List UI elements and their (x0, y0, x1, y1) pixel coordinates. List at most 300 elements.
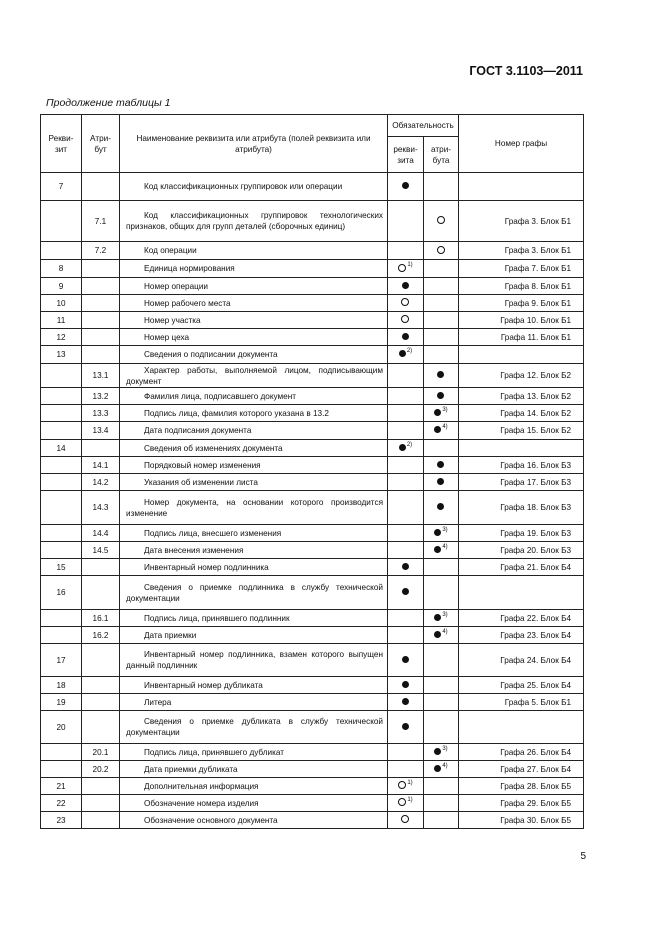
footnote-mark: 4) (442, 762, 448, 769)
mandatory-dot-icon (437, 371, 444, 378)
attribute-number (82, 312, 120, 329)
field-name-text: Номер операции (144, 281, 208, 291)
requisite-number-text: 15 (56, 562, 66, 572)
graph-number-text: Графа 29. Блок Б5 (500, 798, 572, 808)
requisite-number (41, 576, 82, 610)
field-name-text: Подпись лица, внесшего изменения (144, 528, 282, 538)
requisite-number (41, 201, 82, 242)
requisite-number (41, 627, 82, 644)
graph-number (459, 744, 584, 761)
graph-number-text: Графа 5. Блок Б1 (504, 697, 572, 707)
requisite-obligation (388, 627, 424, 644)
field-name (120, 295, 388, 312)
requisite-number-text: 8 (58, 264, 64, 273)
graph-number (459, 364, 584, 388)
mandatory-dot-icon (434, 546, 441, 553)
attribute-obligation (424, 260, 459, 278)
graph-number (459, 295, 584, 312)
mandatory-dot-icon (437, 478, 444, 485)
graph-number (459, 812, 584, 829)
field-name-text: Сведения о подписании документа (144, 350, 278, 359)
mandatory-dot-icon (437, 392, 444, 399)
mandatory-dot-icon (402, 588, 409, 595)
field-name (120, 559, 388, 576)
attribute-number (82, 295, 120, 312)
attribute-number (82, 576, 120, 610)
table-row (41, 711, 584, 744)
requisite-number (41, 474, 82, 491)
attribute-number-text: 13.1 (92, 371, 109, 380)
requisite-number (41, 610, 82, 627)
header-requisite-obligation: рекви- зита (388, 137, 424, 173)
field-name-text: Характер работы, выполняемой лицом, подписывающим документ (126, 365, 383, 386)
attribute-number-text: 16.1 (92, 613, 109, 623)
field-name-text: Номер участка (144, 315, 201, 325)
graph-number-text: Графа 21. Блок Б4 (500, 562, 572, 572)
mandatory-dot-icon (402, 698, 409, 705)
requisite-number-text: 18 (56, 680, 66, 690)
attribute-obligation (424, 761, 459, 778)
graph-number (459, 491, 584, 525)
field-name-text: Дата внесения изменения (144, 545, 244, 555)
footnote-mark: 3) (442, 611, 448, 618)
table-row (41, 525, 584, 542)
optional-circle-icon (401, 315, 409, 323)
field-name (120, 201, 388, 242)
requisite-number (41, 778, 82, 795)
table-row (41, 260, 584, 278)
field-name-text: Инвентарный номер дубликата (144, 680, 263, 690)
attribute-number (82, 812, 120, 829)
field-name (120, 440, 388, 457)
graph-number-text: Графа 12. Блок Б2 (500, 371, 572, 380)
requisite-number-text: 9 (58, 281, 64, 291)
graph-number (459, 778, 584, 795)
mandatory-dot-icon (402, 656, 409, 663)
attribute-number-text: 14.4 (92, 528, 109, 538)
requisite-number (41, 422, 82, 440)
graph-number-text: Графа 13. Блок Б2 (500, 391, 572, 401)
requisite-number-text: 21 (56, 781, 66, 791)
requisite-obligation (388, 559, 424, 576)
field-name-text: Код классификационных группировок технологических признаков, общих для групп деталей (сборочных единиц) (126, 211, 383, 231)
requisite-number (41, 644, 82, 677)
requisite-obligation (388, 312, 424, 329)
field-name (120, 795, 388, 812)
graph-number-text: Графа 9. Блок Б1 (504, 298, 572, 308)
field-name-text: Инвентарный номер подлинника (144, 562, 269, 572)
footnote-mark: 2) (406, 441, 413, 448)
attribute-number (82, 559, 120, 576)
header-attribute: Атри- бут (82, 115, 120, 173)
requisite-number (41, 260, 82, 278)
table-row (41, 388, 584, 405)
attribute-number-text: 14.1 (92, 460, 109, 470)
table-row (41, 744, 584, 761)
footnote-mark: 3) (442, 526, 448, 533)
field-name-text: Литера (144, 697, 172, 707)
footnote-mark: 1) (407, 779, 413, 786)
requisite-number-text: 13 (56, 350, 66, 359)
table-row (41, 795, 584, 812)
optional-circle-icon (398, 798, 406, 806)
requisite-number (41, 744, 82, 761)
graph-number-text: Графа 8. Блок Б1 (504, 281, 572, 291)
requisite-obligation (388, 405, 424, 422)
attribute-number-text: 20.1 (92, 747, 109, 757)
requisite-number (41, 525, 82, 542)
requisite-obligation (388, 295, 424, 312)
requisite-number-text: 10 (56, 298, 66, 308)
table-row (41, 778, 584, 795)
requisite-number (41, 677, 82, 694)
graph-number-text: Графа 19. Блок Б3 (500, 528, 572, 538)
attribute-obligation (424, 312, 459, 329)
attribute-number (82, 173, 120, 201)
requisite-number (41, 173, 82, 201)
requisite-number-text: 16 (56, 588, 66, 597)
requisite-obligation (388, 778, 424, 795)
table-row (41, 201, 584, 242)
requisite-number-text: 22 (56, 798, 66, 808)
attribute-number (82, 242, 120, 260)
mandatory-dot-icon (434, 748, 441, 755)
mandatory-dot-icon (402, 563, 409, 570)
attribute-number-text: 16.2 (92, 630, 109, 640)
field-name-text: Сведения об изменениях документа (144, 443, 283, 453)
requisite-obligation (388, 576, 424, 610)
attribute-obligation (424, 491, 459, 525)
graph-number (459, 278, 584, 295)
document-code: ГОСТ 3.1103—2011 (469, 64, 583, 78)
mandatory-dot-icon (434, 409, 441, 416)
requisite-obligation (388, 242, 424, 260)
attribute-number (82, 795, 120, 812)
field-name-text: Обозначение номера изделия (144, 798, 259, 808)
field-name-text: Единица нормирования (144, 264, 235, 273)
graph-number-text: Графа 3. Блок Б1 (504, 246, 572, 255)
footnote-mark: 4) (442, 424, 448, 430)
graph-number (459, 761, 584, 778)
requisite-number (41, 364, 82, 388)
page-number: 5 (580, 851, 586, 862)
field-name (120, 405, 388, 422)
field-name-text: Подпись лица, принявшего подлинник (144, 613, 290, 623)
requisite-number (41, 295, 82, 312)
graph-number (459, 677, 584, 694)
mandatory-dot-icon (437, 461, 444, 468)
requisite-number (41, 388, 82, 405)
requisite-obligation (388, 173, 424, 201)
requisite-number (41, 491, 82, 525)
requisite-obligation (388, 474, 424, 491)
attribute-obligation (424, 542, 459, 559)
attribute-obligation (424, 295, 459, 312)
field-name (120, 542, 388, 559)
optional-circle-icon (398, 781, 406, 789)
field-name (120, 474, 388, 491)
attribute-number (82, 329, 120, 346)
requisite-obligation (388, 812, 424, 829)
requisite-obligation (388, 677, 424, 694)
footnote-mark: 3) (442, 745, 448, 752)
requisite-obligation (388, 761, 424, 778)
attribute-number (82, 711, 120, 744)
attribute-number-text: 20.2 (92, 764, 109, 774)
footnote-mark: 1) (407, 262, 413, 268)
mandatory-dot-icon (402, 282, 409, 289)
header-obligation: Обязательность (388, 115, 459, 137)
attribute-obligation (424, 173, 459, 201)
attribute-obligation (424, 440, 459, 457)
requisite-number (41, 542, 82, 559)
requisite-number-text: 7 (58, 182, 64, 191)
table-row (41, 278, 584, 295)
graph-number (459, 542, 584, 559)
mandatory-dot-icon (402, 333, 409, 340)
attribute-obligation (424, 278, 459, 295)
mandatory-dot-icon (402, 182, 409, 189)
requisite-obligation (388, 744, 424, 761)
optional-circle-icon (437, 246, 445, 254)
requisite-obligation (388, 795, 424, 812)
graph-number-text: Графа 20. Блок Б3 (500, 545, 572, 555)
attribute-obligation (424, 677, 459, 694)
table-row (41, 627, 584, 644)
requisite-obligation (388, 346, 424, 364)
attribute-obligation (424, 576, 459, 610)
requisite-obligation (388, 201, 424, 242)
table-row (41, 440, 584, 457)
graph-number (459, 694, 584, 711)
attribute-number (82, 610, 120, 627)
field-name-text: Код операции (144, 246, 197, 255)
field-name (120, 173, 388, 201)
field-name (120, 260, 388, 278)
attribute-number (82, 440, 120, 457)
graph-number-text: Графа 24. Блок Б4 (500, 655, 572, 665)
graph-number (459, 457, 584, 474)
table-row (41, 346, 584, 364)
attribute-number-text: 14.3 (92, 503, 109, 512)
field-name-text: Дата приемки дубликата (144, 764, 238, 774)
footnote-mark: 4) (442, 628, 448, 635)
header-attribute-obligation: атри- бута (424, 137, 459, 173)
graph-number-text: Графа 28. Блок Б5 (500, 781, 572, 791)
table-row (41, 491, 584, 525)
requisite-obligation (388, 711, 424, 744)
graph-number-text: Графа 14. Блок Б2 (500, 408, 572, 418)
requisite-obligation (388, 694, 424, 711)
attribute-obligation (424, 364, 459, 388)
graph-number (459, 422, 584, 440)
requisite-number (41, 312, 82, 329)
table-row (41, 812, 584, 829)
requisite-number (41, 812, 82, 829)
graph-number-text: Графа 7. Блок Б1 (504, 264, 572, 273)
requisite-number-text: 12 (56, 332, 66, 342)
requisite-obligation (388, 525, 424, 542)
requisite-number (41, 405, 82, 422)
footnote-mark: 3) (442, 406, 448, 413)
requisites-table (40, 114, 584, 829)
optional-circle-icon (401, 298, 409, 306)
mandatory-dot-icon (434, 529, 441, 536)
attribute-obligation (424, 525, 459, 542)
requisite-obligation (388, 364, 424, 388)
mandatory-dot-icon (434, 765, 441, 772)
table-row (41, 644, 584, 677)
attribute-number-text: 13.2 (92, 391, 109, 401)
requisite-obligation (388, 278, 424, 295)
requisite-obligation (388, 422, 424, 440)
field-name-text: Номер цеха (144, 332, 190, 342)
field-name (120, 422, 388, 440)
field-name (120, 610, 388, 627)
field-name (120, 525, 388, 542)
attribute-number (82, 761, 120, 778)
attribute-obligation (424, 422, 459, 440)
graph-number (459, 440, 584, 457)
field-name (120, 644, 388, 677)
attribute-obligation (424, 201, 459, 242)
graph-number-text: Графа 26. Блок Б4 (500, 747, 572, 757)
mandatory-dot-icon (402, 723, 409, 730)
attribute-number (82, 525, 120, 542)
requisite-obligation (388, 491, 424, 525)
requisite-number (41, 457, 82, 474)
field-name-text: Код классификационных группировок или операции (144, 182, 343, 191)
field-name-text: Номер документа, на основании которого производится изменение (126, 497, 383, 518)
requisite-number (41, 329, 82, 346)
attribute-number-text: 14.5 (92, 545, 109, 555)
header-requisite: Рекви- зит (41, 115, 82, 173)
table-row (41, 312, 584, 329)
mandatory-dot-icon (402, 681, 409, 688)
header-name: Наименование реквизита или атрибута (полей реквизита или атрибута) (120, 115, 388, 173)
graph-number (459, 173, 584, 201)
requisite-number (41, 242, 82, 260)
requisite-number (41, 694, 82, 711)
requisite-number-text: 11 (56, 315, 66, 325)
attribute-obligation (424, 744, 459, 761)
table-row (41, 364, 584, 388)
requisite-number-text: 14 (56, 443, 66, 453)
field-name-text: Фамилия лица, подписавшего документ (144, 391, 296, 401)
attribute-obligation (424, 711, 459, 744)
requisite-number (41, 346, 82, 364)
attribute-number (82, 388, 120, 405)
field-name (120, 761, 388, 778)
graph-number (459, 559, 584, 576)
graph-number (459, 525, 584, 542)
graph-number-text: Графа 15. Блок Б2 (500, 426, 572, 435)
field-name-text: Порядковый номер изменения (144, 460, 261, 470)
mandatory-dot-icon (399, 350, 406, 357)
requisite-obligation (388, 440, 424, 457)
table-row (41, 242, 584, 260)
field-name (120, 346, 388, 364)
requisite-number (41, 795, 82, 812)
footnote-mark: 2) (406, 348, 413, 354)
graph-number-text: Графа 25. Блок Б4 (500, 680, 572, 690)
field-name-text: Дополнительная информация (144, 781, 259, 791)
graph-number-text: Графа 16. Блок Б3 (500, 460, 572, 470)
attribute-number (82, 457, 120, 474)
requisite-number (41, 711, 82, 744)
attribute-number (82, 278, 120, 295)
field-name (120, 278, 388, 295)
optional-circle-icon (398, 264, 406, 272)
graph-number-text: Графа 18. Блок Б3 (500, 503, 572, 512)
field-name-text: Номер рабочего места (144, 298, 231, 308)
graph-number (459, 201, 584, 242)
graph-number-text: Графа 17. Блок Б3 (500, 477, 572, 487)
graph-number (459, 474, 584, 491)
table-row (41, 559, 584, 576)
attribute-number (82, 542, 120, 559)
attribute-number (82, 364, 120, 388)
table-row (41, 542, 584, 559)
field-name-text: Подпись лица, принявшего дубликат (144, 747, 284, 757)
optional-circle-icon (437, 216, 445, 224)
table-row (41, 694, 584, 711)
field-name (120, 677, 388, 694)
footnote-mark: 1) (407, 796, 413, 803)
graph-number (459, 576, 584, 610)
field-name (120, 812, 388, 829)
attribute-number (82, 491, 120, 525)
attribute-obligation (424, 778, 459, 795)
table-row (41, 610, 584, 627)
attribute-number (82, 201, 120, 242)
requisite-number (41, 440, 82, 457)
field-name (120, 778, 388, 795)
attribute-number-text: 14.2 (92, 477, 109, 487)
field-name (120, 312, 388, 329)
header-graph-number: Номер графы (459, 115, 584, 173)
requisite-obligation (388, 542, 424, 559)
attribute-obligation (424, 242, 459, 260)
attribute-obligation (424, 812, 459, 829)
table-row (41, 173, 584, 201)
requisite-number (41, 278, 82, 295)
table-row (41, 761, 584, 778)
table-row (41, 677, 584, 694)
requisite-obligation (388, 457, 424, 474)
attribute-number-text: 13.3 (92, 408, 109, 418)
attribute-obligation (424, 795, 459, 812)
attribute-number (82, 474, 120, 491)
requisite-obligation (388, 644, 424, 677)
field-name-text: Дата приемки (144, 630, 197, 640)
attribute-obligation (424, 329, 459, 346)
footnote-mark: 4) (442, 543, 448, 550)
field-name (120, 627, 388, 644)
field-name-text: Инвентарный номер подлинника, взамен которого выпущен данный подлинник (126, 650, 383, 670)
table-row (41, 295, 584, 312)
attribute-number (82, 422, 120, 440)
graph-number (459, 627, 584, 644)
table-row (41, 576, 584, 610)
attribute-obligation (424, 694, 459, 711)
graph-number (459, 260, 584, 278)
field-name (120, 364, 388, 388)
attribute-number (82, 677, 120, 694)
graph-number (459, 405, 584, 422)
graph-number (459, 329, 584, 346)
field-name-text: Дата подписания документа (144, 426, 252, 435)
